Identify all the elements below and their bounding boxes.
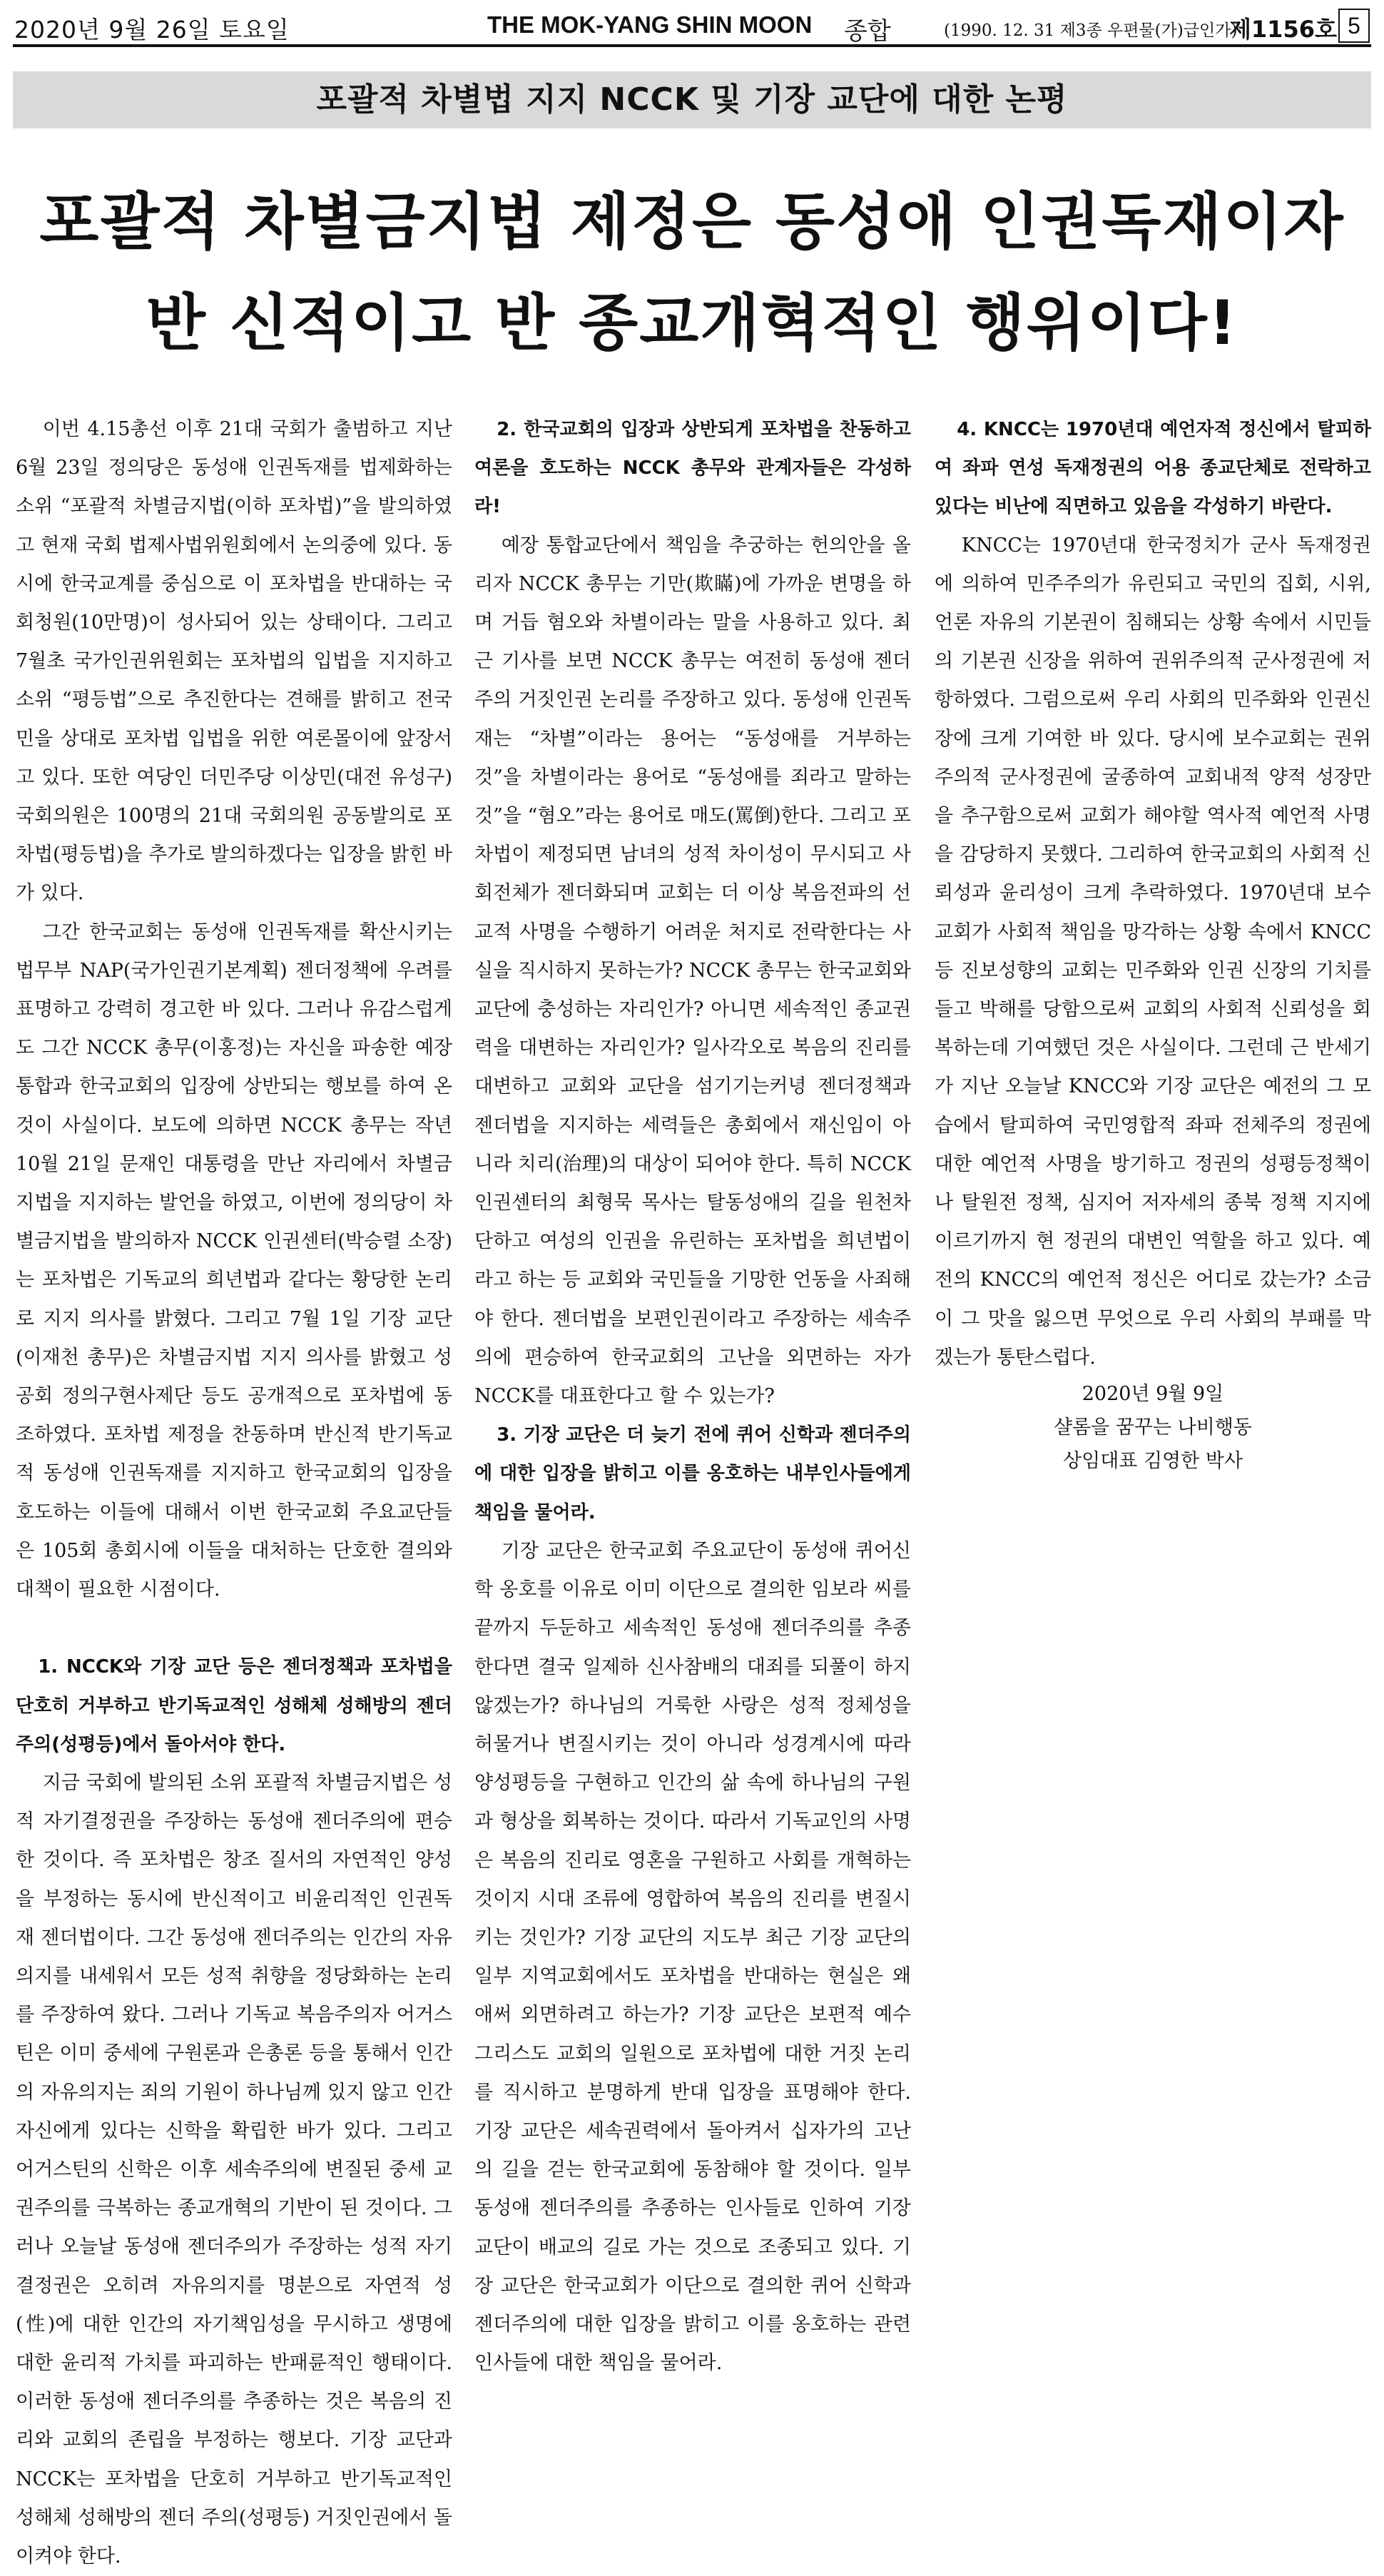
headline-line-1: 포괄적 차별금지법 제정은 동성애 인권독재이자: [39, 186, 1345, 258]
section-4-title: 4. KNCC는 1970년대 예언자적 정신에서 탈피하여 좌파 연성 독재정권의 어용 종교단체로 전락하고 있다는 비난에 직면하고 있음을 각성하기 바란다.: [935, 419, 1371, 518]
masthead: [13, 7, 1371, 47]
section-1-body: 지금 국회에 발의된 소위 포괄적 차별금지법은 성적 자기결정권을 주장하는 동성애 젠더주의에 편승한 것이다. 즉 포차법은 창조 질서의 자연적인 양성을 부정하는 동시에 반신적이고 비윤리적인 인권독재 젠더법이다. 그간 동성애 젠더주의는 인간의 자유의지를 내세워서 모든 성적 취향을 정당화하는 논리를 주장하여 왔다. 그러나 기독교 복음주의자 어거스틴은 이미 중세에 구원론과 은총론 등을 통해서 인간의 자유의지는 죄의 기원이 하나님께 있지 않고 인간 자신에게 있다는 신학을 확립한 바가 있다. 그리고 어거스틴의 신학은 이후 세속주의에 변질된 중세 교권주의를 극복하는 종교개혁의 기반이 된 것이다. 그러나 오늘날 동성애 젠더주의가 주장하는 성적 자기결정권은 오히려 자유의지를 명분으로 자연적 성(性)에 대한 인간의 자기책임성을 무시하고 생명에 대한 윤리적 가치를 파괴하는 반패륜적인 행태이다. 이러한 동성애 젠더주의를 추종하는 것은 복음의 진리와 교회의 존립을 부정하는 행보다. 기장 교단과 NCCK는 포차법을 단호히 거부하고 반기독교적인 성해체 성해방의 젠더 주의(성평등) 거짓인권에서 돌이켜야 한다.: [16, 1771, 452, 2567]
issue-number: 제1156호: [1229, 16, 1337, 43]
section-3-title: 3. 기장 교단은 더 늦기 전에 퀴어 신학과 젠더주의에 대한 입장을 밝히고 이를 옹호하는 내부인사들에게 책임을 물어라.: [474, 1424, 911, 1523]
intro-paragraph-2: 그간 한국교회는 동성애 인권독재를 확산시키는 법무부 NAP(국가인권기본계획) 젠더정책에 우려를 표명하고 강력히 경고한 바 있다. 그러나 유감스럽게도 그간 NCCK 총무(이홍정)는 자신을 파송한 예장통합과 한국교회의 입장에 상반되는 행보를 하여 온 것이 사실이다. 보도에 의하면 NCCK 총무는 작년 10월 21일 문재인 대통령을 만난 자리에서 차별금지법을 지지하는 발언을 하였고, 이번에 정의당이 차별금지법을 발의하자 NCCK 인권센터(박승렬 소장)는 포차법은 기독교의 희년법과 같다는 황당한 논리로 지지 의사를 밝혔다. 그리고 7월 1일 기장 교단(이재천 총무)은 차별금지법 지지 의사를 밝혔고 성공회 정의구현사제단 등도 공개적으로 포차법에 동조하였다. 포차법 제정을 찬동하며 반신적 반기독교적 동성애 인권독재를 지지하고 한국교회의 입장을 호도하는 이들에 대해서 이번 한국교회 주요교단들은 105회 총회시에 이들을 대처하는 단호한 결의와 대책이 필요한 시점이다.: [16, 921, 452, 1601]
article-subheading: 포괄적 차별법 지지 NCCK 및 기장 교단에 대한 논평: [13, 71, 1371, 128]
article-body: [0, 410, 1384, 2567]
section-1-title: 1. NCCK와 기장 교단 등은 젠더정책과 포차법을 단호히 거부하고 반기독교적인 성해체 성해방의 젠더주의(성평등)에서 돌아서야 한다.: [16, 1656, 452, 1755]
postal-registration: (1990. 12. 31 제3종 우편물(가)급인가): [944, 21, 1238, 40]
section-name: 종합: [844, 17, 891, 46]
section-3-body: 기장 교단은 한국교회 주요교단이 동성애 퀴어신학 옹호를 이유로 이미 이단으로 결의한 임보라 씨를 끝까지 두둔하고 세속적인 동성애 젠더주의를 추종한다면 결국 일제하 신사참배의 대죄를 되풀이 하지 않겠는가? 하나님의 거룩한 사랑은 성적 정체성을 허물거나 변질시키는 것이 아니라 성경계시에 따라 양성평등을 구현하고 인간의 삶 속에 하나님의 구원과 형상을 회복하는 것이다. 따라서 기독교인의 사명은 복음의 진리로 영혼을 구원하고 사회를 개혁하는 것이지 시대 조류에 영합하여 복음의 진리를 변질시키는 것인가? 기장 교단의 지도부 최근 기장 교단의 일부 지역교회에서도 포차법을 반대하는 현실은 왜 애써 외면하려고 하는가? 기장 교단은 보편적 예수 그리스도 교회의 일원으로 포차법에 대한 거짓 논리를 직시하고 분명하게 반대 입장을 표명해야 한다. 기장 교단은 세속권력에서 돌아켜서 십자가의 고난의 길을 걷는 한국교회에 동참해야 할 것이다. 일부 동성애 젠더주의를 추종하는 인사들로 인하여 기장 교단이 배교의 길로 가는 것으로 조종되고 있다. 기장 교단은 한국교회가 이단으로 결의한 퀴어 신학과 젠더주의에 대한 입장을 밝히고 이를 옹호하는 관련 인사들에 대한 책임을 물어라.: [474, 1539, 911, 2375]
section-2-title: 2. 한국교회의 입장과 상반되게 포차법을 찬동하고 여론을 호도하는 NCCK 총무와 관계자들은 각성하라!: [474, 419, 911, 518]
section-2-body: 예장 통합교단에서 책임을 추궁하는 헌의안을 올리자 NCCK 총무는 기만(欺瞞)에 가까운 변명을 하며 거듭 혐오와 차별이라는 말을 사용하고 있다. 최근 기사를 보면 NCCK 총무는 여전히 동성애 젠더주의 거짓인권 논리를 주장하고 있다. 동성애 인권독재는 “차별”이라는 용어는 “동성애를 거부하는 것”을 차별이라는 용어로 “동성애를 죄라고 말하는 것”을 “혐오”라는 용어로 매도(罵倒)한다. 그리고 포차법이 제정되면 남녀의 성적 차이성이 무시되고 사회전체가 젠더화되며 교회는 더 이상 복음전파의 선교적 사명을 수행하기 어려운 처지로 전락한다는 사실을 직시하지 못하는가? NCCK 총무는 한국교회와 교단에 충성하는 자리인가? 아니면 세속적인 종교권력을 대변하는 자리인가? 일사각오로 복음의 진리를 대변하고 교회와 교단을 섬기기는커녕 젠더정책과 젠더법을 지지하는 세력들은 총회에서 재신임이 아니라 치리(治理)의 대상이 되어야 한다. 특히 NCCK 인권센터의 최형묵 목사는 탈동성애의 길을 원천차단하고 여성의 인권을 유린하는 포차법을 희년법이라고 하는 등 교회와 국민들을 기망한 언동을 사죄해야 한다. 젠더법을 보편인권이라고 주장하는 세속주의에 편승하여 한국교회의 고난을 외면하는 자가 NCCK를 대표한다고 할 수 있는가?: [474, 534, 911, 1408]
signature-representative: 상임대표 김영한 박사: [1063, 1450, 1243, 1473]
paper-name: THE MOK-YANG SHIN MOON: [487, 11, 813, 38]
article-column-2: [474, 410, 911, 2375]
intro-paragraph-1: 이번 4.15총선 이후 21대 국회가 출범하고 지난 6월 23일 정의당은 동성애 인권독재를 법제화하는 소위 “포괄적 차별금지법(이하 포차법)”을 발의하였고 현재 국회 법제사법위원회에서 논의중에 있다. 동시에 한국교계를 중심으로 이 포차법을 반대하는 국회청원(10만명)이 성사되어 있는 상태이다. 그리고 7월초 국가인권위원회는 포차법의 입법을 지지하고 소위 “평등법”으로 추진한다는 견해를 밝히고 전국민을 상대로 포차법 입법을 위한 여론몰이에 앞장서고 있다. 또한 여당인 더민주당 이상민(대전 유성구) 국회의원은 100명의 21대 국회의원 공동발의로 포차법(평등법)을 추가로 발의하겠다는 입장을 밝힌 바가 있다.: [16, 418, 452, 905]
signature-date: 2020년 9월 9일: [1082, 1383, 1224, 1406]
issue-date: 2020년 9월 26일 토요일: [14, 16, 290, 44]
article-column-1: [16, 410, 452, 2567]
headline-line-2: 반 신적이고 반 종교개혁적인 행위이다!: [146, 288, 1238, 359]
article-column-3: [935, 410, 1371, 1845]
signature-organization: 샬롬을 꿈꾸는 나비행동: [1054, 1416, 1252, 1439]
page-number-box: 5: [1338, 9, 1370, 43]
section-4-body: KNCC는 1970년대 한국정치가 군사 독재정권에 의하여 민주주의가 유린되고 국민의 집회, 시위, 언론 자유의 기본권이 침해되는 상황 속에서 시민들의 기본권 신장을 위하여 권위주의적 군사정권에 저항하였다. 그럼으로써 우리 사회의 민주화와 인권신장에 크게 기여한 바 있다. 당시에 보수교회는 권위주의적 군사정권에 굴종하여 교회내적 양적 성장만을 추구함으로써 교회가 해야할 역사적 예언적 사명을 감당하지 못했다. 그리하여 한국교회의 사회적 신뢰성과 윤리성이 크게 추락하였다. 1970년대 보수교회가 사회적 책임을 망각하는 상황 속에서 KNCC 등 진보성향의 교회는 민주화와 인권 신장의 기치를 들고 박해를 당함으로써 교회의 사회적 신뢰성을 회복하는데 기여했던 것은 사실이다. 그런데 근 반세기가 지난 오늘날 KNCC와 기장 교단은 예전의 그 모습에서 탈피하여 국민영합적 좌파 전체주의 정권에 대한 예언적 사명을 방기하고 정권의 성평등정책이나 탈원전 정책, 심지어 저자세의 종북 정책 지지에 이르기까지 현 정권의 대변인 역할을 하고 있다. 예전의 KNCC의 예언적 정신은 어디로 갔는가? 소금이 그 맛을 잃으면 무엇으로 우리 사회의 부패를 막겠는가 통탄스럽다.: [935, 534, 1371, 1369]
article-headline: [14, 171, 1370, 374]
